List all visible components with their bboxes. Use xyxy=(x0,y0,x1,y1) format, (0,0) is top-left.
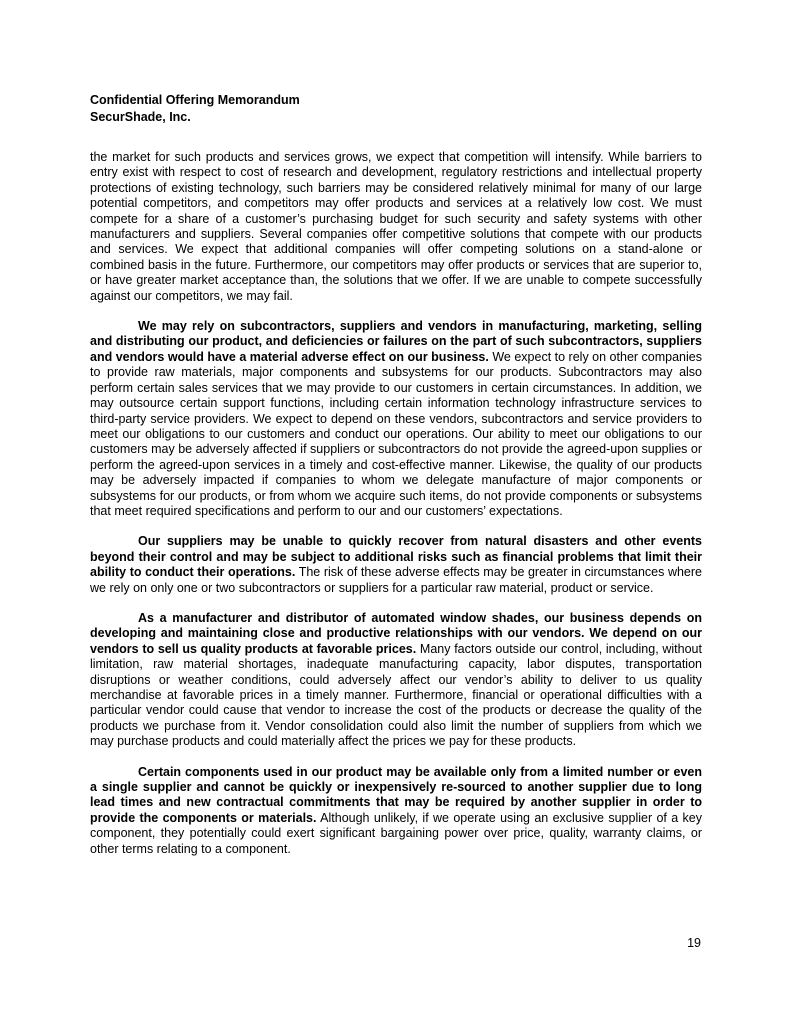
risk-factor-lead: As a manufacturer and distributor of automated window shades, our business depends on developing and maintaining close and productive relationships with our vendors. We depend on our vendors to sell us quality products at favorable prices. xyxy=(90,610,702,656)
paragraph-text: the market for such products and services grows, we expect that competition will intensify. While barriers to entry exist with respect to cost of research and development, regulatory restrictions and intellectual property protections of existing technology, such barriers may be considered relatively minimal for many of our large potential competitors, and competitors may offer products and services at a relatively low cost. We must compete for a share of a customer’s purchasing budget for such security and safety systems with other manufacturers and suppliers. Several companies offer competitive solutions that compete with our products and services. We expect that additional companies will offer competing solutions on a stand-alone or combined basis in the future. Furthermore, our competitors may offer products or services that are superior to, or have greater market acceptance than, the solutions that we offer. If we are unable to compete successfully against our competitors, we may fail. xyxy=(90,150,702,303)
page-number: 19 xyxy=(687,936,701,950)
paragraph-text: We expect to rely on other companies to provide raw materials, major components and subsystems for our products. Subcontractors may also perform certain sales services that we may provide to our customers in certain circumstances. In addition, we may outsource certain support functions, including certain information technology infrastructure services to third-party service providers. We expect to depend on these vendors, subcontractors and service providers to meet our obligations to our customers and conduct our operations. Our ability to meet our obligations to our customers may be adversely affected if suppliers or subcontractors do not provide the agreed-upon supplies or perform the agreed-upon services in a timely and cost-effective manner. Likewise, the quality of our products may be adversely impacted if companies to whom we delegate manufacture of major components or subsystems for our products, or from whom we acquire such items, do not provide components or subsystems that meet required specifications and perform to our and our customers’ expectations. xyxy=(90,349,702,518)
risk-factor-lead: Our suppliers may be unable to quickly recover from natural disasters and other events beyond their control and may be subject to additional risks such as financial problems that limit their ability to conduct their operations. xyxy=(90,534,702,580)
paragraph-risk-subcontractors xyxy=(90,319,702,519)
risk-factor-lead: Certain components used in our product may be available only from a limited number or even a single supplier and cannot be quickly or inexpensively re-sourced to another supplier due to long lead times and new contractual commitments that may be required by another supplier in order to provide the components or materials. xyxy=(90,764,702,825)
document-body xyxy=(90,150,702,857)
paragraph-text: The risk of these adverse effects may be greater in circumstances where we rely on only one or two subcontractors or suppliers for a particular raw material, product or service. xyxy=(90,565,702,595)
company-name: SecurShade, Inc. xyxy=(90,110,191,124)
risk-factor-lead: We may rely on subcontractors, suppliers and vendors in manufacturing, marketing, selling and distributing our product, and deficiencies or failures on the part of such subcontractors, suppliers and vendors would have a material adverse effect on our business. xyxy=(90,319,702,364)
page-content xyxy=(90,92,702,872)
paragraph-risk-limited-suppliers xyxy=(90,765,702,857)
memorandum-title: Confidential Offering Memorandum xyxy=(90,93,300,107)
paragraph-competition-continued xyxy=(90,150,702,304)
paragraph-risk-supplier-disasters xyxy=(90,534,702,596)
document-header xyxy=(90,92,702,126)
paragraph-text: Although unlikely, if we operate using an exclusive supplier of a key component, they potentially could exert significant bargaining power over price, quality, warranty claims, or other terms relating to a component. xyxy=(90,810,702,856)
paragraph-risk-vendor-relationships xyxy=(90,611,702,750)
paragraph-text: Many factors outside our control, including, without limitation, raw material shortages, inadequate manufacturing capacity, labor disputes, transportation disruptions or weather conditions, could adversely affect our vendor’s ability to deliver to us quality merchandise at favorable prices in a timely manner. Furthermore, financial or operational difficulties with a particular vendor could cause that vendor to increase the cost of the products or decrease the quality of the products we purchase from it. Vendor consolidation could also limit the number of suppliers from which we may purchase products and could materially affect the prices we pay for these products. xyxy=(90,641,702,749)
